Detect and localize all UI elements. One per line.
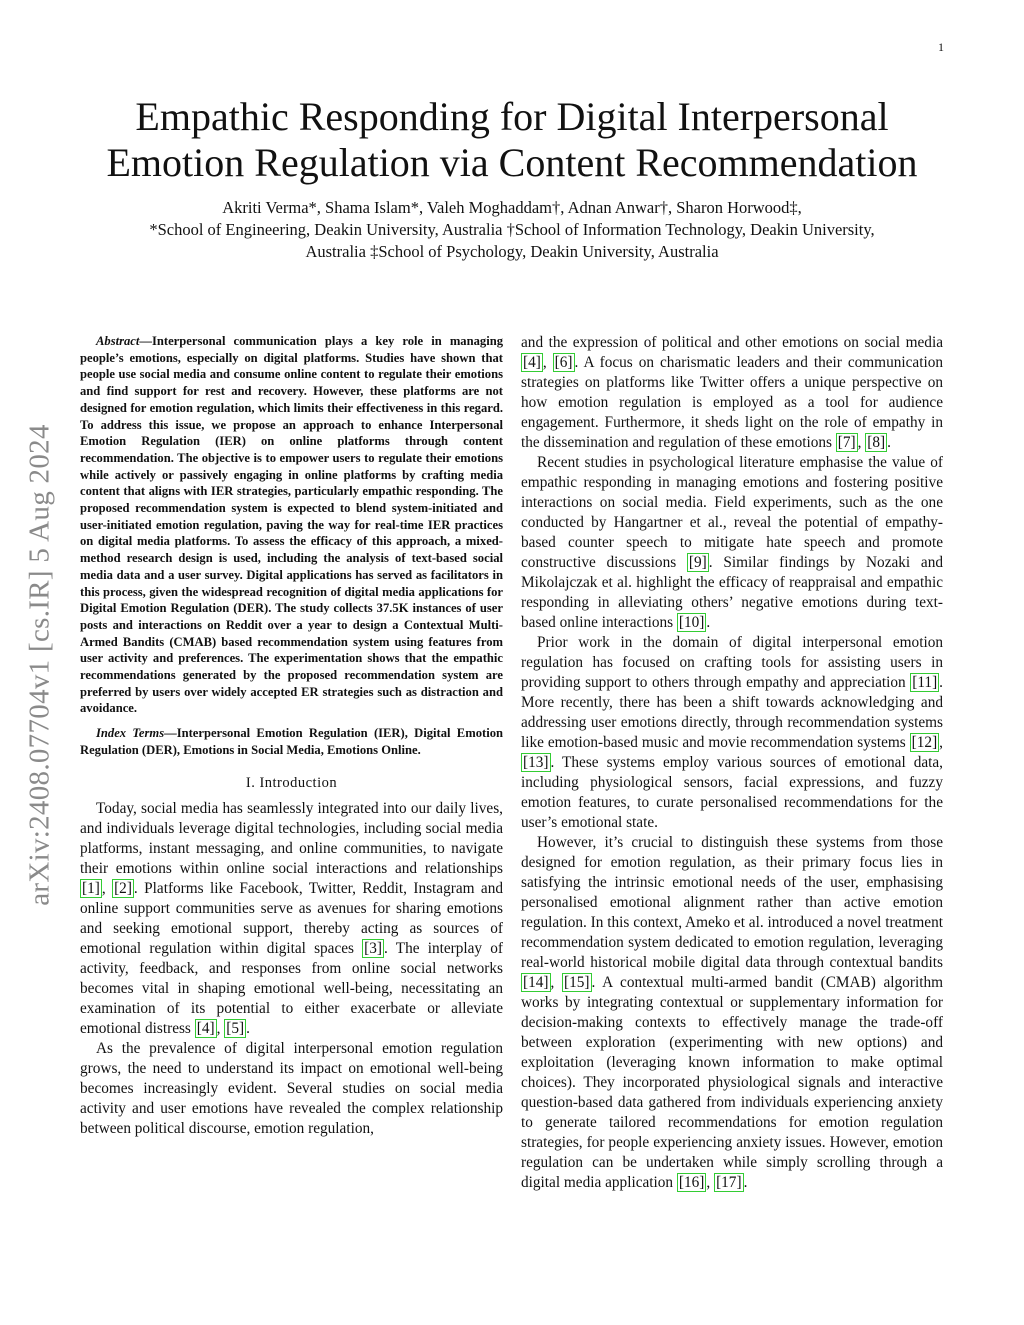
text-run: . The interplay of activity, feedback, and responses from online social networks becomes vital in shaping emotional well-being, necessitating an examination of its potential to either exacerbate or alleviate emotional distress xyxy=(80,939,503,1037)
separator: . xyxy=(887,434,891,451)
citation-link[interactable]: [12] xyxy=(911,734,938,751)
right-column xyxy=(521,333,943,1193)
separator: , xyxy=(216,1019,225,1037)
text-run: However, it’s crucial to distinguish these systems from those designed for emotion regulation, as their primary focus lies in satisfying the intrinsic emotional needs of the user, emphasising personalised emotional alignment rather than active emotion regulation. In this context, Ameko et al. introduced a novel treatment recommendation system dedicated to emotion regulation, leveraging real-world historical mobile digital data through contextual bandits xyxy=(521,834,943,971)
author-block xyxy=(80,197,944,263)
intro-paragraph-1 xyxy=(80,799,503,1039)
paper-title: Empathic Responding for Digital Interpersonal Emotion Regulation via Content Recommendation xyxy=(106,94,918,185)
abstract-text: —Interpersonal communication plays a key role in managing people’s emotions, especially on digital platforms. Studies have shown that people use social media and consume online content to regulate their emotions and find support for rest and recovery. However, these platforms are not designed for emotion regulation, which limits their effectiveness in this regard. To address this issue, we propose an approach to enhance Interpersonal Emotion Regulation (IER) on online platforms through content recommendation. The objective is to empower users to regulate their emotions while actively or passively engaging in online platforms by crafting media content that aligns with IER strategies, particularly empathic responding. The proposed recommendation system is expected to blend system-initiated and user-initiated emotion regulation, paving the way for real-time IER practices on digital media platforms. To assess the efficacy of this approach, a mixed-method research design is used, including the analysis of text-based social media data and a user survey. Digital applications has served as facilitators in this process, given the widespread recognition of digital media applications for Digital Emotion Regulation (DER). The study collects 37.5K instances of user posts and interactions on Reddit over a year to design a Contextual Multi-Armed Bandits (CMAB) based recommendation system using features from user activity and preferences. The experimentation shows that the empathic recommendations generated by the proposed recommendation system are preferred by users over widely accepted ER strategies such as distraction and avoidance. xyxy=(80,334,503,716)
citation-link[interactable]: [9] xyxy=(688,554,707,571)
text-run: . Similar findings by Nozaki and Mikolajczak et al. highlight the efficacy of reappraisal and empathic responding in alleviating others’ negative emotions during text-based online interactions xyxy=(521,554,943,631)
citation-link[interactable]: [6] xyxy=(554,354,573,371)
citation-link[interactable]: [3] xyxy=(364,939,383,957)
arxiv-watermark xyxy=(12,370,68,960)
citation-link[interactable]: [4] xyxy=(196,1019,215,1037)
separator: , xyxy=(550,974,562,991)
separator: , xyxy=(939,734,943,751)
text-run: Recent studies in psychological literature emphasise the value of empathic responding in managing emotions and fostering positive interactions on social media. Field experiments, such as the one conducted by Hangartner et al., reveal the potential of empathy-based counter speech to mitigate hate speech and promote constructive discussions xyxy=(521,454,943,571)
index-terms-label: Index Terms xyxy=(96,726,165,741)
intro-paragraph-5 xyxy=(521,633,943,833)
separator: , xyxy=(101,879,113,897)
text-run: . These systems employ various sources of emotional data, including physiological sensors, facial expressions, and fuzzy emotion features, to curate personalised recommendations for the user’s emotional state. xyxy=(521,754,943,831)
citation-link[interactable]: [16] xyxy=(678,1174,705,1191)
separator: . xyxy=(246,1019,250,1037)
text-run: . A contextual multi-armed bandit (CMAB) algorithm works by integrating contextual or supplementary information for decision-making contexts to effectively manage the trade-off between exploration (experimenting with new options) and exploitation (leveraging known information to make optimal choices). They incorporated physiological signals and interactive question-based data gathered from individuals experiencing anxiety to generate tailored recommendations for emotion regulation strategies, for people experiencing anxiety issues. However, emotion regulation can be undertaken while simply scrolling through a digital media application xyxy=(521,974,943,1191)
author-list: Akriti Verma*, Shama Islam*, Valeh Moghaddam†, Adnan Anwar†, Sharon Horwood‡, xyxy=(222,198,802,217)
separator: , xyxy=(706,1174,715,1191)
citation-link[interactable]: [15] xyxy=(564,974,590,991)
intro-paragraph-3 xyxy=(521,333,943,453)
citation-link[interactable]: [11] xyxy=(912,674,938,691)
affiliation-line-2: Australia ‡School of Psychology, Deakin University, Australia xyxy=(305,242,719,261)
citation-link[interactable]: [8] xyxy=(867,434,886,451)
citation-link[interactable]: [4] xyxy=(523,354,541,371)
separator: . xyxy=(706,614,711,631)
left-column xyxy=(80,333,503,1139)
text-run: Prior work in the domain of digital interpersonal emotion regulation has focused on crafting tools for assisting users in providing support to others through empathy and appreciation xyxy=(521,634,943,691)
separator: , xyxy=(857,434,866,451)
affiliation-line-1: *School of Engineering, Deakin University, Australia †School of Information Technology, Deakin University, xyxy=(149,220,875,239)
intro-paragraph-2: As the prevalence of digital interpersonal emotion regulation grows, the need to understand its impact on emotional well-being becomes increasingly evident. Several studies on social media activity and user emotions have revealed the complex relationship between political discourse, emotion regulation, xyxy=(80,1039,503,1137)
section-heading: I. Introduction xyxy=(245,774,338,791)
index-terms xyxy=(80,725,503,758)
arxiv-id: arXiv:2408.07704v1 [cs.IR] 5 Aug 2024 xyxy=(23,424,56,906)
index-terms-text: —Interpersonal Emotion Regulation (IER), Digital Emotion Regulation (DER), Emotions in Social Media, Emotions Online. xyxy=(80,726,503,757)
abstract-label: Abstract xyxy=(96,334,140,348)
separator: . xyxy=(743,1174,748,1191)
text-run: and the expression of political and other emotions on social media xyxy=(521,334,943,351)
citation-link[interactable]: [17] xyxy=(716,1174,742,1191)
citation-link[interactable]: [1] xyxy=(82,879,100,897)
abstract xyxy=(80,333,503,717)
text-run: . Platforms like Facebook, Twitter, Reddit, Instagram and online support communities serve as avenues for sharing emotions and seeking emotional support, thereby acting as sources of emotional regulation within digital spaces xyxy=(80,879,503,957)
citation-link[interactable]: [10] xyxy=(678,614,705,631)
separator: , xyxy=(542,354,553,371)
text-run: Today, social media has seamlessly integrated into our daily lives, and individuals leverage digital technologies, including social media platforms, instant messaging, and online communities, to navigate their emotions within online social interactions and relationships xyxy=(80,799,503,877)
citation-link[interactable]: [13] xyxy=(523,754,549,771)
intro-paragraph-4 xyxy=(521,453,943,633)
intro-paragraph-6 xyxy=(521,833,943,1193)
page-number: 1 xyxy=(938,40,944,54)
citation-link[interactable]: [14] xyxy=(523,974,549,991)
citation-link[interactable]: [5] xyxy=(226,1019,245,1037)
citation-link[interactable]: [2] xyxy=(114,879,132,897)
text-run: . A focus on charismatic leaders and their communication strategies on platforms like Twitter offers a unique perspective on how emotion regulation is employed as a tool for audience engagement. Furthermore, it sheds light on the role of empathy in the dissemination and regulation of these emotions xyxy=(521,354,943,451)
text-run: . More recently, there has been a shift towards acknowledging and addressing user emotions directly, through recommendation systems like emotion-based music and movie recommendation systems xyxy=(521,674,943,751)
citation-link[interactable]: [7] xyxy=(837,434,856,451)
